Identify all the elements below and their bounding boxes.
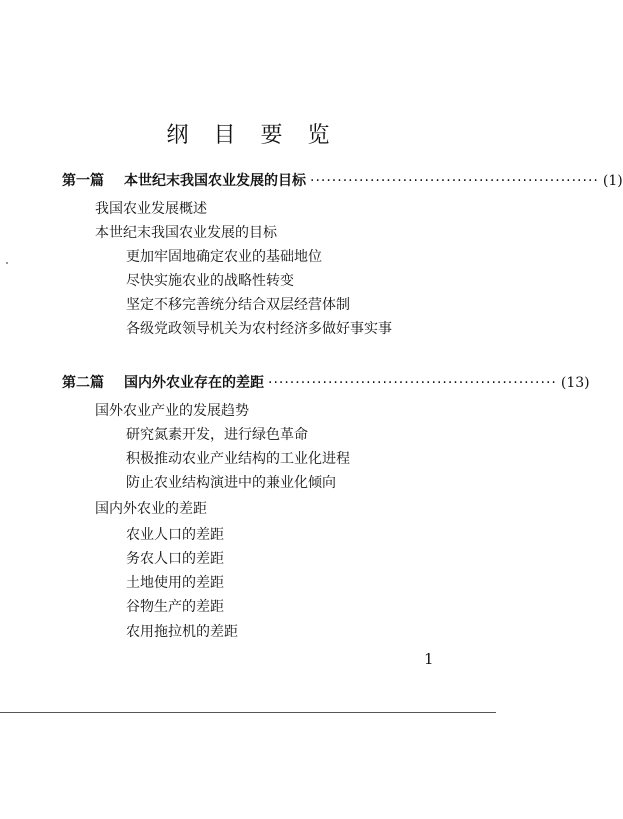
- chapter-number: 第一篇: [62, 173, 104, 189]
- toc-subsection: 各级党政领导机关为农村经济多做好事实事: [126, 321, 392, 337]
- toc-subsection: 尽快实施农业的战略性转变: [126, 273, 294, 289]
- chapter-page-ref: (13): [560, 375, 590, 391]
- chapter-title: 国内外农业存在的差距: [124, 375, 264, 391]
- toc-subsection: 研究氮素开发，进行绿色革命: [126, 427, 308, 443]
- page-title: 纲 目 要 览: [166, 123, 339, 148]
- toc-subsection: 坚定不移完善统分结合双层经营体制: [126, 297, 350, 313]
- chapter-title: 本世纪末我国农业发展的目标: [124, 173, 306, 189]
- toc-subsection: 更加牢固地确定农业的基础地位: [126, 249, 322, 265]
- chapter-number: 第二篇: [62, 375, 104, 391]
- toc-subsection: 土地使用的差距: [126, 575, 224, 591]
- toc-subsection: 防止农业结构演进中的兼业化倾向: [126, 475, 336, 491]
- page-number: 1: [424, 650, 434, 668]
- toc-subsection: 谷物生产的差距: [126, 599, 224, 615]
- toc-subsection: 务农人口的差距: [126, 551, 224, 567]
- toc-section: 国内外农业的差距: [95, 501, 207, 517]
- scan-speck: [6, 262, 8, 264]
- chapter-page-ref: (1): [602, 173, 623, 189]
- bottom-rule: [0, 712, 496, 713]
- leader-dots: ·····················································: [268, 375, 557, 391]
- toc-subsection: 积极推动农业产业结构的工业化进程: [126, 451, 350, 467]
- toc-subsection: 农用拖拉机的差距: [126, 624, 238, 640]
- leader-dots: ·····················································: [310, 173, 599, 189]
- toc-chapter-2: [62, 374, 590, 392]
- toc-subsection: 农业人口的差距: [126, 527, 224, 543]
- toc-chapter-1: [62, 172, 623, 190]
- toc-section: 我国农业发展概述: [95, 201, 207, 217]
- toc-section: 国外农业产业的发展趋势: [95, 403, 249, 419]
- toc-section: 本世纪末我国农业发展的目标: [95, 225, 277, 241]
